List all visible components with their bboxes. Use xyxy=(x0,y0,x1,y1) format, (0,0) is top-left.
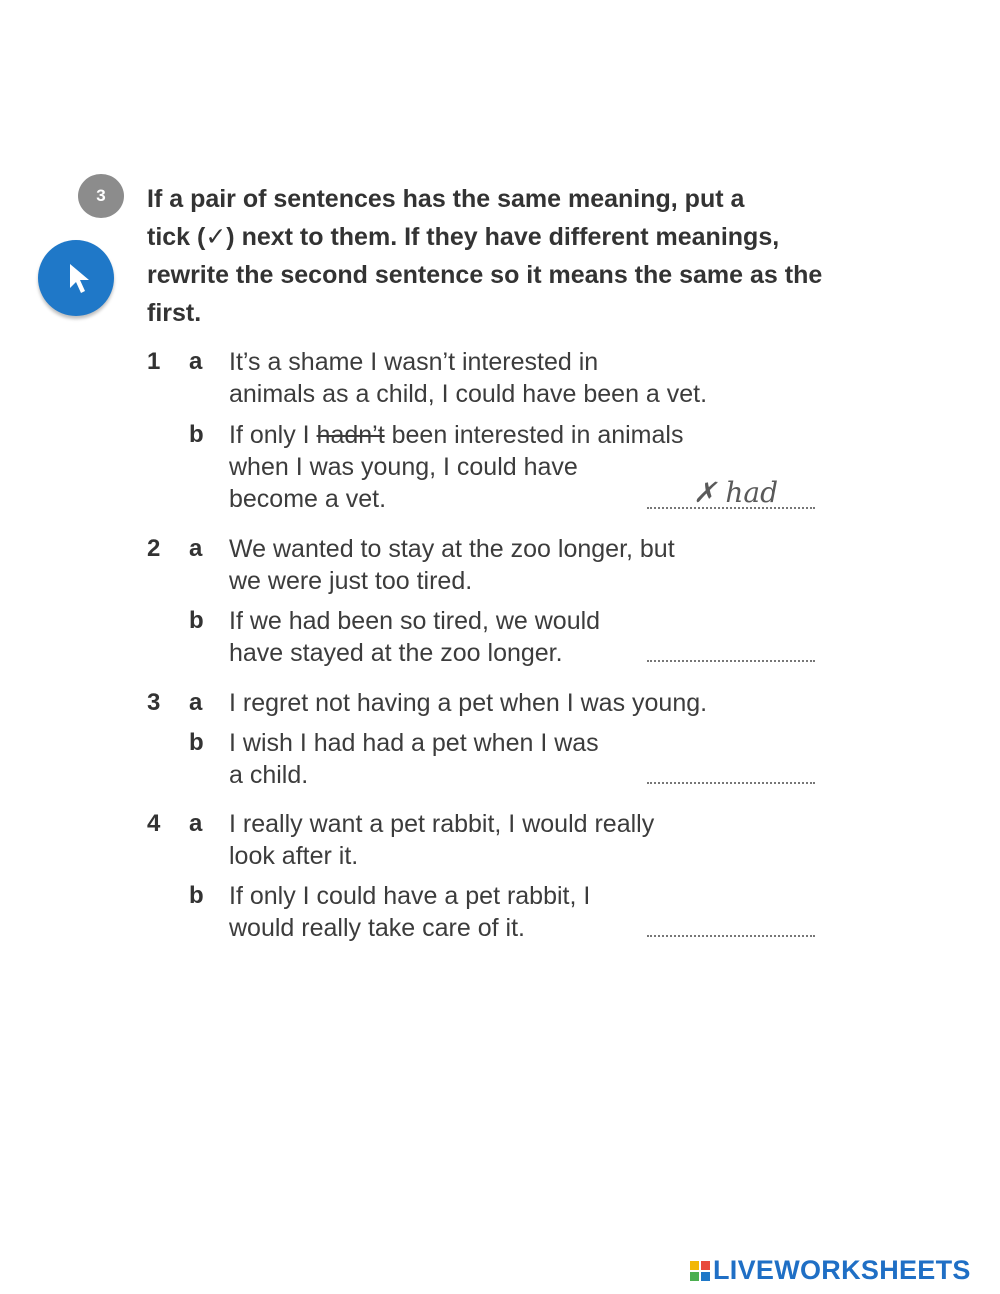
sentence-letter: a xyxy=(189,689,203,716)
cursor-button[interactable] xyxy=(38,240,114,316)
sentence-line: animals as a child, I could have been a vet. xyxy=(229,380,708,408)
item-number: 1 xyxy=(147,348,161,375)
sentence-a xyxy=(229,533,675,597)
sentence-b xyxy=(229,419,683,515)
item-number: 3 xyxy=(147,689,161,716)
exercise-number-badge: 3 xyxy=(78,174,124,218)
sentence-line: a child. xyxy=(229,761,309,789)
sentence-line: I regret not having a pet when I was young. xyxy=(229,689,708,717)
liveworksheets-logo[interactable] xyxy=(690,1255,971,1286)
sentence-line: when I was young, I could have xyxy=(229,453,578,481)
instruction-line: tick (✓) next to them. If they have different meanings, xyxy=(147,223,780,251)
sentence-b xyxy=(229,605,600,669)
sentence-line: look after it. xyxy=(229,842,359,870)
sentence-letter: b xyxy=(189,729,204,756)
sentence-text: been interested in animals xyxy=(384,421,684,449)
item-number: 4 xyxy=(147,810,161,837)
sentence-line: We wanted to stay at the zoo longer, but xyxy=(229,535,675,563)
sentence-line: we were just too tired. xyxy=(229,567,473,595)
answer-dotted-line xyxy=(647,782,815,784)
sentence-line: would really take care of it. xyxy=(229,914,525,942)
sentence-letter: b xyxy=(189,421,204,448)
answer-dotted-line xyxy=(647,660,815,662)
sentence-b xyxy=(229,727,599,791)
sentence-a xyxy=(229,346,707,410)
sentence-line: If we had been so tired, we would xyxy=(229,607,601,635)
answer-field[interactable] xyxy=(647,747,815,783)
instruction-line: If a pair of sentences has the same meaning, put a xyxy=(147,185,745,213)
answer-field[interactable] xyxy=(647,900,815,936)
sentence-text: If only I xyxy=(229,421,317,449)
cursor-arrow-icon xyxy=(68,262,94,296)
instruction-line: rewrite the second sentence so it means the same as the xyxy=(147,261,823,289)
item-number: 2 xyxy=(147,535,161,562)
liveworksheets-logo-icon xyxy=(690,1261,710,1281)
sentence-a xyxy=(229,687,707,719)
sentence-line: If only I could have a pet rabbit, I xyxy=(229,882,591,910)
exercise-instructions xyxy=(147,180,877,332)
sentence-line: I wish I had had a pet when I was xyxy=(229,729,599,757)
sentence-letter: a xyxy=(189,348,203,375)
sentence-letter: b xyxy=(189,607,204,634)
sentence-letter: a xyxy=(189,535,203,562)
logo-text: LIVEWORKSHEETS xyxy=(713,1255,971,1285)
answer-field[interactable] xyxy=(647,474,815,510)
answer-field[interactable] xyxy=(647,625,815,661)
sentence-b xyxy=(229,880,590,944)
answer-dotted-line xyxy=(647,935,815,937)
sentence-letter: a xyxy=(189,810,203,837)
sentence-line: become a vet. xyxy=(229,485,387,513)
sentence-line: I really want a pet rabbit, I would really xyxy=(229,810,655,838)
instruction-line: first. xyxy=(147,299,202,327)
sentence-a xyxy=(229,808,654,872)
sentence-line: have stayed at the zoo longer. xyxy=(229,639,563,667)
sentence-line: It’s a shame I wasn’t interested in xyxy=(229,348,599,376)
answer-dotted-line xyxy=(647,507,815,509)
sentence-letter: b xyxy=(189,882,204,909)
struck-word: hadn’t xyxy=(316,421,385,449)
sentence-line xyxy=(229,419,683,451)
